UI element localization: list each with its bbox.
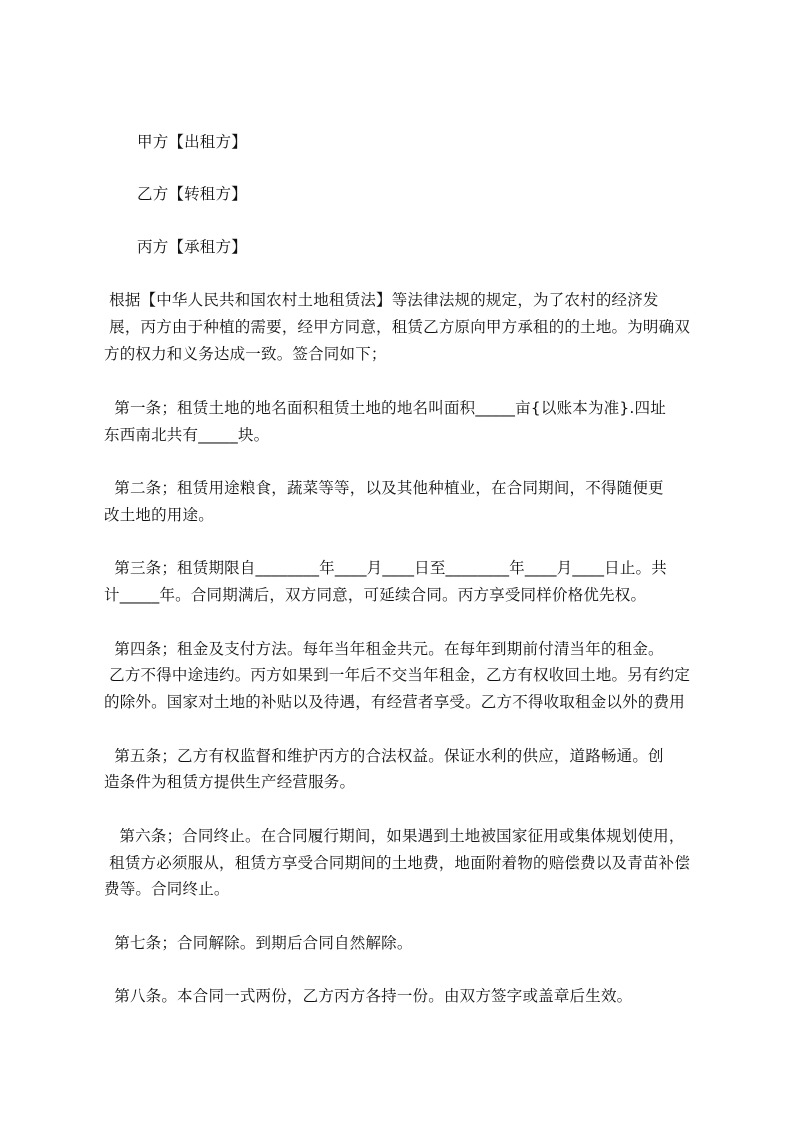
article-6-line: 第六条；合同终止。在合同履行期间，如果遇到土地被国家征用或集体规划使用， [104, 827, 685, 845]
preamble-line: 根据【中华人民共和国农村土地租赁法】等法律法规的规定，为了农村的经济发 [104, 291, 659, 309]
party-a: 甲方【出租方】 [137, 133, 247, 151]
article-3-line: 计_____年。合同期满后，双方同意，可延续合同。丙方享受同样价格优先权。 [104, 586, 647, 604]
article-5-line: 造条件为租赁方提供生产经营服务。 [104, 773, 356, 791]
party-b: 乙方【转租方】 [137, 185, 247, 203]
article-4-line: 乙方不得中途违约。丙方如果到一年后不交当年租金，乙方有权收回土地。另有约定 [104, 666, 691, 684]
article-3-line: 第三条；租赁期限自________年____月____日至________年____月____日止。共 [104, 559, 667, 577]
preamble-line: 展，丙方由于种植的需要，经甲方同意，租赁乙方原向甲方承租的的土地。为明确双 [104, 318, 691, 336]
article-6-line: 租赁方必须服从，租赁方享受合同期间的土地费，地面附着物的赔偿费以及青苗补偿 [104, 854, 691, 872]
article-5-line: 第五条；乙方有权监督和维护丙方的合法权益。保证水利的供应，道路畅通。创 [104, 747, 664, 765]
article-2-line: 第二条；租赁用途粮食，蔬菜等等，以及其他种植业，在合同期间，不得随便更 [104, 479, 664, 497]
article-1-line: 第一条；租赁土地的地名面积租赁土地的地名叫面积_____亩{以账本为准}.四址 [104, 399, 666, 417]
article-4-line: 第四条；租金及支付方法。每年当年租金共元。在每年到期前付清当年的租金。 [104, 640, 664, 658]
article-1-line: 东西南北共有_____块。 [104, 426, 270, 444]
preamble-line: 方的权力和义务达成一致。签合同如下； [104, 345, 387, 363]
article-7-line: 第七条；合同解除。到期后合同自然解除。 [104, 934, 413, 952]
article-2-line: 改土地的用途。 [104, 506, 214, 524]
article-8-line: 第八条。本合同一式两份，乙方丙方各持一份。由双方签字或盖章后生效。 [104, 987, 633, 1005]
article-6-line: 费等。合同终止。 [104, 880, 230, 898]
party-c: 丙方【承租方】 [137, 238, 247, 256]
article-4-line: 的除外。国家对土地的补贴以及待遇，有经营者享受。乙方不得收取租金以外的费用 [104, 693, 685, 711]
